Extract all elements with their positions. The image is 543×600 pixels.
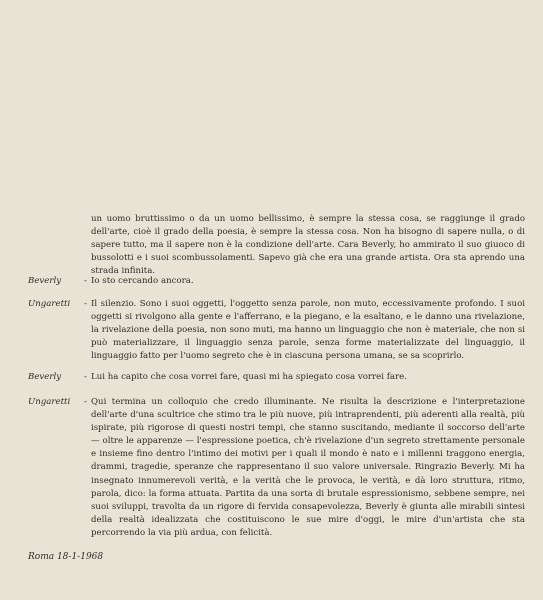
speaker-dash: - xyxy=(84,276,87,286)
speaker-name: Beverly xyxy=(28,276,62,286)
paragraph-continuation xyxy=(28,213,526,277)
dialogue-entry-beverly-2 xyxy=(28,371,526,385)
speech-text: Lui ha capito che cosa vorrei fare, quasi mi ha spiegato cosa vorrei fare. xyxy=(91,372,407,382)
speaker-dash: - xyxy=(84,372,87,382)
dialogue-entry-ungaretti-1 xyxy=(28,298,526,368)
speech-text: Il silenzio. Sono i suoi oggetti, l'oggetto senza parole, non muto, eccessivamente profondo. I suoi oggetti si rivolgono alla gente e l'afferrano, e la piegano, e la esaltano, e le danno una rivelazione, la rivelazione della poesia, non sono muti, ma hanno un linguaggio che non è materiale, che non si può materializzare, il linguaggio senza parole, senza forme materializzate del linguaggio, il linguaggio fatto per l'uomo segreto che è in ciascuna persona umana, se sa scoprirlo. xyxy=(91,299,525,362)
speaker-name: Beverly xyxy=(28,372,62,382)
speech-text: un uomo bruttissimo o da un uomo bellissimo, è sempre la stessa cosa, se raggiunge il grado dell'arte, cioè il grado della poesia, è sempre la stessa cosa. Non ha bisogno di sapere nulla, o di sapere tutto, ma il sapere non è la condizione dell'arte. Cara Beverly, ho ammirato il suo giuoco di bussolotti e i suoi scombussolamenti. Sapevo già che era una grande artista. Ora sta aprendo una strada infinita. xyxy=(91,214,525,277)
place-date: Roma 18-1-1968 xyxy=(28,552,104,562)
speaker-name: Ungaretti xyxy=(28,299,71,309)
speech-text: Io sto cercando ancora. xyxy=(91,276,194,286)
speech-text: Qui termina un colloquio che credo illuminante. Ne risulta la descrizione e l'interpretazione dell'arte d'una scultrice che stimo tra le più nuove, più intraprendenti, più aderenti alla realtà, più ispirate, più rigorose di questi nostri tempi, che stanno suscitando, mediante il soccorso dell'arte — oltre le apparenze — l'espressione poetica, ch'è rivelazione d'un segreto strettamente personale e insieme fino dentro l'intimo dei motivi per i quali il mondo è nato e i millenni traggono energia, drammi, tragedie, speranze che rappresentano il suo valore universale. Ringrazio Beverly. Mi ha insegnato innumerevoli verità, e la verità che le provoca, le verità, e dà loro struttura, ritmo, parola, dico: la forma attuata. Partita da una sorta di brutale espressionismo, sebbene sempre, nei suoi sviluppi, travolta da un rigore di fervida consapevolezza, Beverly è giunta alle mirabili sintesi della realtà idealizzata che costituiscono le sue mire d'oggi, le mire d'un'artista che sta percorrendo la via più ardua, con felicità. xyxy=(91,397,525,538)
speaker-name: Ungaretti xyxy=(28,397,71,407)
speaker-dash: - xyxy=(84,299,87,309)
dialogue-entry-beverly-1 xyxy=(28,275,526,289)
dialogue-entry-ungaretti-2 xyxy=(28,396,526,536)
speaker-dash: - xyxy=(84,397,87,407)
